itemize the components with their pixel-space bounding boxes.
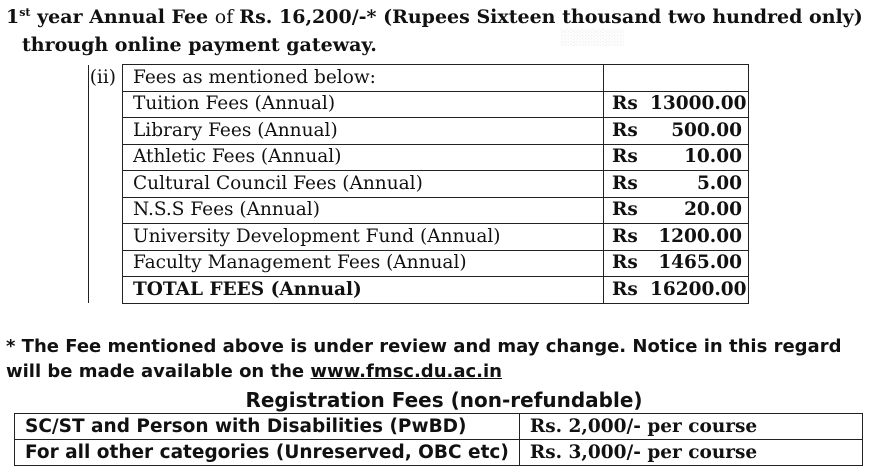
table-row xyxy=(89,250,749,277)
fee-amount: Rs 1465.00 xyxy=(604,250,749,277)
total-row xyxy=(89,277,749,304)
website-link[interactable]: www.fmsc.du.ac.in xyxy=(310,361,502,382)
bleed-through-background: ░░░░░░ xyxy=(560,30,624,46)
table-row xyxy=(89,144,749,171)
fee-name: N.S.S Fees (Annual) xyxy=(123,197,604,224)
table-row xyxy=(15,414,863,440)
registration-fee-table xyxy=(14,413,863,466)
table-row xyxy=(15,440,863,466)
fee-name: Athletic Fees (Annual) xyxy=(123,144,604,171)
fee-name: Library Fees (Annual) xyxy=(123,118,604,145)
category-cell: SC/ST and Person with Disabilities (PwBD) xyxy=(15,414,520,440)
fee-intro-line-1: 1st year Annual Fee of Rs. 16,200/-* (Rupees Sixteen thousand two hundred only) xyxy=(6,6,863,28)
table-row xyxy=(89,65,749,92)
annual-fee-table xyxy=(88,64,749,304)
notice-line-2: will be made available on the www.fmsc.du.ac.in xyxy=(6,361,502,382)
fee-amount-empty xyxy=(604,65,749,92)
table-row xyxy=(89,197,749,224)
table-row xyxy=(89,118,749,145)
fee-amount: Rs 20.00 xyxy=(604,197,749,224)
fee-heading: Fees as mentioned below: xyxy=(123,65,604,92)
table-row xyxy=(89,91,749,118)
table-row xyxy=(89,171,749,198)
fee-intro-line-2: through online payment gateway. xyxy=(22,34,377,56)
notice-line-1: * The Fee mentioned above is under review and may change. Notice in this regard xyxy=(6,336,842,357)
total-label: TOTAL FEES (Annual) xyxy=(123,277,604,304)
fee-amount: Rs 500.00 xyxy=(604,118,749,145)
fee-cell: Rs. 3,000/- per course xyxy=(519,440,862,466)
fee-name: Cultural Council Fees (Annual) xyxy=(123,171,604,198)
fee-name: Faculty Management Fees (Annual) xyxy=(123,250,604,277)
table-row xyxy=(89,224,749,251)
fee-amount: Rs 1200.00 xyxy=(604,224,749,251)
total-amount: Rs 16200.00 xyxy=(604,277,749,304)
fee-amount: Rs 10.00 xyxy=(604,144,749,171)
fee-cell: Rs. 2,000/- per course xyxy=(519,414,862,440)
category-cell: For all other categories (Unreserved, OBC etc) xyxy=(15,440,520,466)
fee-name: Tuition Fees (Annual) xyxy=(123,91,604,118)
fee-name: University Development Fund (Annual) xyxy=(123,224,604,251)
registration-fees-title: Registration Fees (non-refundable) xyxy=(245,388,643,412)
fee-amount: Rs 13000.00 xyxy=(604,91,749,118)
fee-amount: Rs 5.00 xyxy=(604,171,749,198)
section-number: (ii) xyxy=(89,65,123,92)
